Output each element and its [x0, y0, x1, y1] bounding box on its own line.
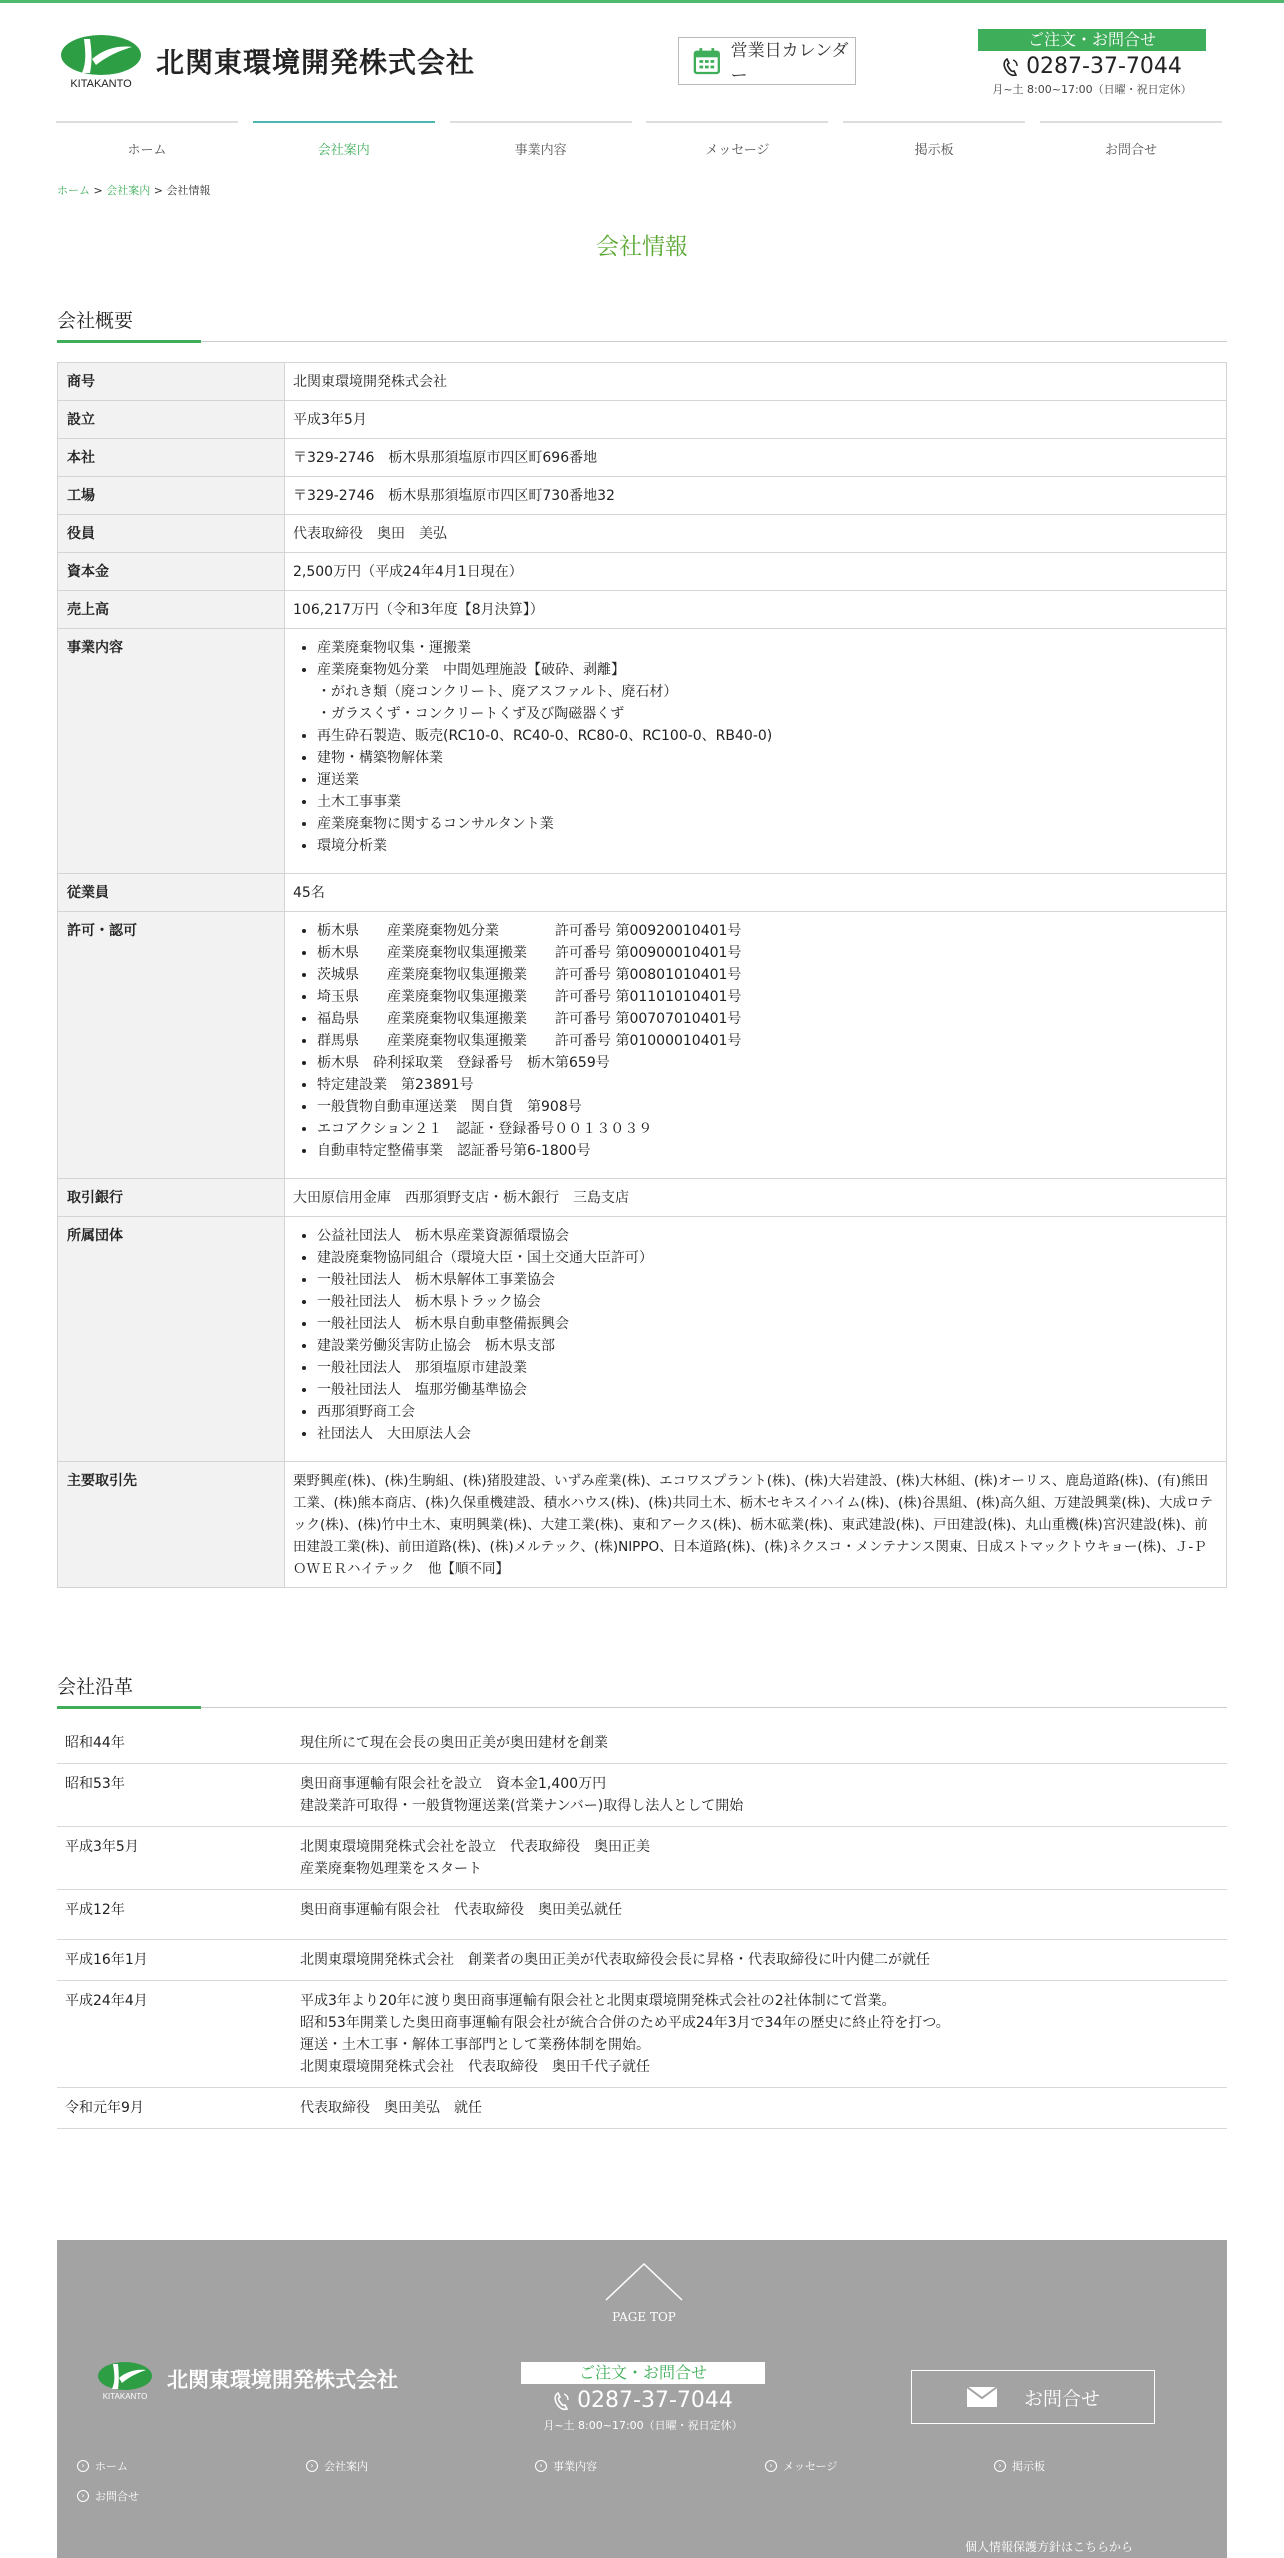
row-value: 北関東環境開発株式会社 [285, 363, 1227, 401]
list-item: • 自動車特定整備事業 認証番号第6-1800号 [317, 1140, 1218, 1162]
nav-item-message[interactable]: メッセージ [646, 121, 828, 161]
row-value [285, 1217, 1227, 1462]
row-label: 許可・認可 [58, 912, 285, 1179]
table-row [57, 1890, 1227, 1940]
main-nav [56, 121, 1222, 161]
history-text [292, 1890, 1227, 1940]
business-calendar-button[interactable] [678, 37, 856, 85]
list-item: • 一般社団法人 栃木県自動車整備振興会 [317, 1313, 1218, 1335]
footer-link-label: お問合せ [95, 2490, 139, 2503]
history-text [292, 1723, 1227, 1764]
footer-phone-number[interactable] [521, 2388, 765, 2413]
history-year: 平成3年5月 [57, 1827, 292, 1890]
list-item: • 埼玉県 産業廃棄物収集運搬業 許可番号 第01101010401号 [317, 986, 1218, 1008]
history-heading-text: 会社沿革 [57, 1676, 134, 1698]
phone-number[interactable] [978, 54, 1206, 79]
list-item: • 福島県 産業廃棄物収集運搬業 許可番号 第00707010401号 [317, 1008, 1218, 1030]
history-line: 産業廃棄物処理業をスタート [300, 1861, 482, 1877]
history-line: 昭和53年開業した奥田商事運輸有限会社が統合合併のため平成24年3月で34年の歴史に終止符を打つ。 [300, 2015, 950, 2031]
table-row [57, 2088, 1227, 2129]
row-label: 商号 [58, 363, 285, 401]
history-line: 奥田商事運輸有限会社 代表取締役 奥田美弘就任 [300, 1902, 622, 1918]
list-item: • 産業廃棄物に関するコンサルタント業 [317, 813, 1218, 835]
list-item: • 建設廃棄物協同組合（環境大臣・国土交通大臣許可） [317, 1247, 1218, 1269]
nav-item-contact[interactable]: お問合せ [1040, 121, 1222, 161]
table-row [57, 1827, 1227, 1890]
footer-link-label: 掲示板 [1012, 2460, 1045, 2473]
list-item: • 一般社団法人 那須塩原市建設業 [317, 1357, 1218, 1379]
table-row [58, 1217, 1227, 1462]
footer-contact-button[interactable] [911, 2370, 1155, 2424]
calendar-label: 営業日カレンダー [730, 41, 849, 86]
row-value: 代表取締役 奥田 美弘 [285, 515, 1227, 553]
row-label: 売上高 [58, 591, 285, 629]
list-item: • エコアクション２１ 認証・登録番号００１３０３９ [317, 1118, 1218, 1140]
row-value: 2,500万円（平成24年4月1日現在） [285, 553, 1227, 591]
row-label: 主要取引先 [58, 1462, 285, 1588]
footer-link-business[interactable] [535, 2458, 597, 2474]
list-item: • 群馬県 産業廃棄物収集運搬業 許可番号 第01000010401号 [317, 1030, 1218, 1052]
history-text [292, 1764, 1227, 1827]
table-row [58, 912, 1227, 1179]
table-row [58, 629, 1227, 874]
table-row [58, 477, 1227, 515]
breadcrumb-home[interactable]: ホーム [57, 184, 90, 197]
table-row [58, 591, 1227, 629]
overview-heading-text: 会社概要 [57, 310, 134, 332]
nav-item-business[interactable]: 事業内容 [450, 121, 632, 161]
company-logo[interactable] [56, 29, 146, 89]
table-row [58, 401, 1227, 439]
table-row [58, 553, 1227, 591]
row-label: 役員 [58, 515, 285, 553]
groups-list [293, 1225, 1218, 1445]
footer-contact-heading: ご注文・お問合せ [521, 2362, 765, 2384]
row-value [285, 912, 1227, 1179]
list-item: • 栃木県 砕利採取業 登録番号 栃木第659号 [317, 1052, 1218, 1074]
footer-link-home[interactable] [77, 2458, 128, 2474]
breadcrumb-current: 会社情報 [166, 184, 211, 197]
footer-link-label: ホーム [95, 2460, 128, 2473]
row-label: 従業員 [58, 874, 285, 912]
svg-text:KITAKANTO: KITAKANTO [102, 2392, 148, 2400]
history-heading [57, 1672, 1227, 1708]
history-year: 令和元年9月 [57, 2088, 292, 2129]
list-item: • 運送業 [317, 769, 1218, 791]
breadcrumb [57, 182, 210, 198]
row-value [285, 629, 1227, 874]
table-row [57, 1723, 1227, 1764]
calendar-icon [693, 46, 721, 76]
page-title: 会社情報 [596, 234, 688, 260]
row-value: 大田原信用金庫 西那須野支店・栃木銀行 三島支店 [285, 1179, 1227, 1217]
table-row [58, 363, 1227, 401]
page-top-label: PAGE TOP [612, 2310, 676, 2324]
list-item: • 建物・構築物解体業 [317, 747, 1218, 769]
list-item: • 産業廃棄物収集・運搬業 [317, 637, 1218, 659]
history-year: 平成12年 [57, 1890, 292, 1940]
table-row [57, 1981, 1227, 2088]
list-item: • 産業廃棄物処分業 中間処理施設【破砕、剥離】 [317, 659, 1218, 681]
row-label: 本社 [58, 439, 285, 477]
row-value: 栗野興産(株)、(株)生駒組、(株)猪股建設、いずみ産業(株)、エコワスプラント(株)、(株)大岩建設、(株)大林組、(株)オーリス、鹿島道路(株)、(有)熊田工業、(株)熊本商店、(株)久保重機建設、積水ハウス(株)、(株)共同土木、栃木セキスイハイム(株)、(株)谷黒組、(株)高久組、万建設興業(株)、大成ロテック(株)、(株)竹中土木、東明興業(株)、大建工業(株)、東和アークス(株)、栃木砿業(株)、東武建設(株)、戸田建設(株)、丸山重機(株)宮沢建設(株)、前田建設工業(株)、前田道路(株)、(株)メルテック、(株)NIPPO、日本道路(株)、(株)ネクスコ・メンテナンス関東、日成ストマックトウキョー(株)、Ｊ-ＰＯＷＥＲハイテック 他【順不同】 [285, 1462, 1227, 1588]
row-value: 〒329-2746 栃木県那須塩原市四区町696番地 [285, 439, 1227, 477]
site-footer [57, 2240, 1227, 2558]
list-item: • 環境分析業 [317, 835, 1218, 857]
footer-link-board[interactable] [994, 2458, 1045, 2474]
nav-item-board[interactable]: 掲示板 [843, 121, 1025, 161]
footer-company-name: 北関東環境開発株式会社 [167, 2368, 398, 2392]
overview-heading [57, 306, 1227, 342]
list-item: • 再生砕石製造、販売(RC10-0、RC40-0、RC80-0、RC100-0、RB40-0) [317, 725, 1218, 747]
row-label: 工場 [58, 477, 285, 515]
history-text [292, 1981, 1227, 2088]
list-item: ・がれき類（廃コンクリート、廃アスファルト、廃石材） [317, 684, 678, 700]
table-row [58, 439, 1227, 477]
phone-number-text: 0287-37-7044 [1026, 54, 1182, 79]
history-year: 昭和44年 [57, 1723, 292, 1764]
row-label: 資本金 [58, 553, 285, 591]
arrow-circle-icon: › [306, 2460, 318, 2472]
table-row [57, 1940, 1227, 1981]
list-item: • 茨城県 産業廃棄物収集運搬業 許可番号 第00801010401号 [317, 964, 1218, 986]
history-line: 運送・土木工事・解体工事部門として業務体制を開始。 [300, 2037, 650, 2053]
arrow-circle-icon: › [77, 2460, 89, 2472]
page-top-button[interactable] [604, 2262, 684, 2324]
row-value: 〒329-2746 栃木県那須塩原市四区町730番地32 [285, 477, 1227, 515]
arrow-circle-icon: › [765, 2460, 777, 2472]
footer-business-hours: 月~土 8:00~17:00（日曜・祝日定休） [543, 2419, 743, 2432]
row-value: 45名 [285, 874, 1227, 912]
footer-link-message[interactable] [765, 2458, 837, 2474]
footer-contact [521, 2362, 765, 2433]
arrow-circle-icon: › [77, 2490, 89, 2502]
nav-item-home[interactable]: ホーム [56, 121, 238, 161]
business-hours: 月~土 8:00~17:00（日曜・祝日定休） [992, 83, 1192, 96]
list-item: • 社団法人 大田原法人会 [317, 1423, 1218, 1445]
list-item: • 一般社団法人 塩那労働基準協会 [317, 1379, 1218, 1401]
history-line: 平成3年より20年に渡り奥田商事運輸有限会社と北関東環境開発株式会社の2社体制にて営業。 [300, 1993, 896, 2009]
chevron-up-icon [604, 2262, 684, 2302]
breadcrumb-separator: > [150, 184, 167, 197]
history-year: 平成24年4月 [57, 1981, 292, 2088]
history-text [292, 2088, 1227, 2129]
site-header [0, 3, 1284, 158]
svg-text:KITAKANTO: KITAKANTO [70, 78, 132, 89]
history-line: 北関東環境開発株式会社 代表取締役 奥田千代子就任 [300, 2059, 650, 2075]
phone-icon [553, 2391, 571, 2411]
row-value: 平成3年5月 [285, 401, 1227, 439]
row-label: 設立 [58, 401, 285, 439]
list-item: • 栃木県 産業廃棄物収集運搬業 許可番号 第00900010401号 [317, 942, 1218, 964]
breadcrumb-company[interactable]: 会社案内 [106, 184, 151, 197]
footer-phone-number-text: 0287-37-7044 [577, 2388, 733, 2413]
list-item: • 土木工事事業 [317, 791, 1218, 813]
list-item: • 西那須野商工会 [317, 1401, 1218, 1423]
footer-link-company[interactable] [306, 2458, 368, 2474]
footer-logo[interactable] [95, 2358, 155, 2400]
history-line: 奥田商事運輸有限会社を設立 資本金1,400万円 [300, 1776, 607, 1792]
history-line: 北関東環境開発株式会社 創業者の奥田正美が代表取締役会長に昇格・代表取締役に叶内健二が就任 [300, 1952, 930, 1968]
company-name: 北関東環境開発株式会社 [156, 46, 476, 79]
permits-list [293, 920, 1218, 1162]
list-item: • 特定建設業 第23891号 [317, 1074, 1218, 1096]
arrow-circle-icon: › [994, 2460, 1006, 2472]
phone-icon [1002, 57, 1020, 77]
footer-contact-button-label: お問合せ [1023, 2387, 1100, 2410]
history-text [292, 1827, 1227, 1890]
list-item: • 一般社団法人 栃木県トラック協会 [317, 1291, 1218, 1313]
footer-link-label: 会社案内 [324, 2460, 368, 2473]
history-text [292, 1940, 1227, 1981]
list-item: • 一般社団法人 栃木県解体工事業協会 [317, 1269, 1218, 1291]
list-item: • 建設業労働災害防止協会 栃木県支部 [317, 1335, 1218, 1357]
nav-item-company[interactable]: 会社案内 [253, 121, 435, 161]
row-value: 106,217万円（令和3年度【8月決算】） [285, 591, 1227, 629]
breadcrumb-separator: > [90, 184, 107, 197]
list-item: • 一般貨物自動車運送業 関自貨 第908号 [317, 1096, 1218, 1118]
history-line: 現住所にて現在会長の奥田正美が奥田建材を創業 [300, 1735, 608, 1751]
table-row [57, 1764, 1227, 1827]
contact-heading: ご注文・お問合せ [978, 29, 1206, 51]
heading-accent-bar [57, 340, 201, 343]
heading-accent-bar [57, 1706, 201, 1709]
header-contact [978, 29, 1206, 97]
list-item: • 栃木県 産業廃棄物処分業 許可番号 第00920010401号 [317, 920, 1218, 942]
list-item: • 公益社団法人 栃木県産業資源循環協会 [317, 1225, 1218, 1247]
company-history-table [57, 1723, 1227, 2129]
history-line: 建設業許可取得・一般貨物運送業(営業ナンバー)取得し法人として開始 [300, 1798, 744, 1814]
mail-icon [966, 2386, 998, 2408]
table-row [58, 874, 1227, 912]
footer-link-label: 事業内容 [553, 2460, 597, 2473]
list-item: ・ガラスくず・コンクリートくず及び陶磁器くず [317, 706, 625, 722]
history-year: 昭和53年 [57, 1764, 292, 1827]
company-overview-table [57, 362, 1227, 1588]
history-line: 北関東環境開発株式会社を設立 代表取締役 奥田正美 [300, 1839, 650, 1855]
arrow-circle-icon: › [535, 2460, 547, 2472]
footer-link-contact[interactable] [77, 2488, 139, 2504]
table-row [58, 1462, 1227, 1588]
row-label: 取引銀行 [58, 1179, 285, 1217]
history-year: 平成16年1月 [57, 1940, 292, 1981]
table-row [58, 515, 1227, 553]
business-list [293, 637, 1218, 857]
history-line: 代表取締役 奥田美弘 就任 [300, 2100, 482, 2116]
row-label: 事業内容 [58, 629, 285, 874]
privacy-policy-link[interactable]: 個人情報保護方針はこちらから [964, 2540, 1133, 2554]
footer-link-label: メッセージ [783, 2460, 838, 2473]
row-label: 所属団体 [58, 1217, 285, 1462]
table-row [58, 1179, 1227, 1217]
